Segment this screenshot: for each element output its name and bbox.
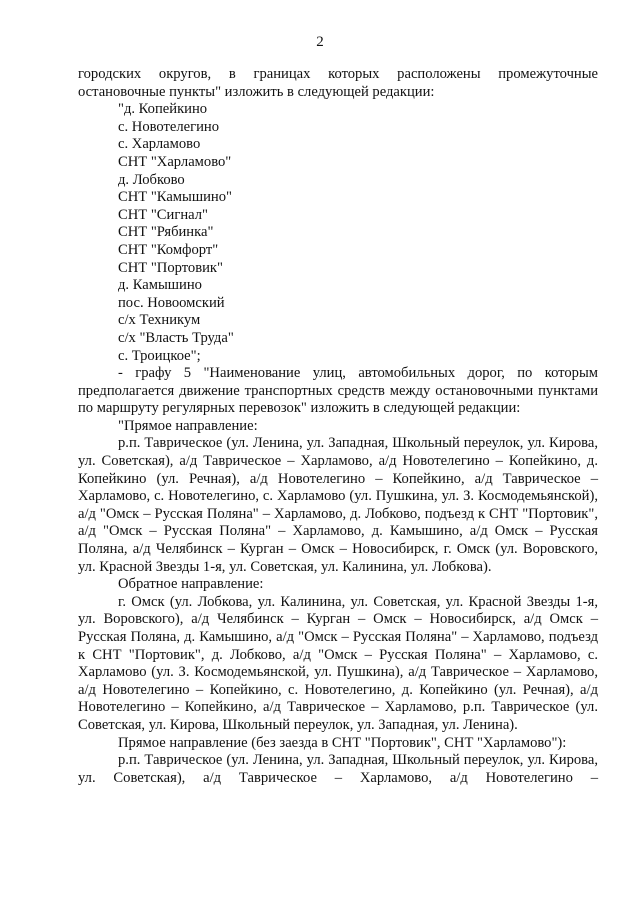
- intro-paragraph: городских округов, в границах которых расположены промежуточные остановочные пункты" изложить в следующей редакции:: [78, 66, 598, 100]
- list-item: с. Троицкое";: [118, 347, 201, 364]
- column5-paragraph: - графу 5 "Наименование улиц, автомобильных дорог, по которым предполагается движение транспортных средств между остановочными пунктами по маршруту регулярных перевозок" изложить в следующей редакции:: [78, 365, 598, 417]
- reverse-heading: Обратное направление:: [118, 576, 264, 593]
- list-item: СНТ "Камышино": [118, 189, 232, 206]
- list-item: СНТ "Сигнал": [118, 206, 208, 223]
- reverse-route-text: г. Омск (ул. Лобкова, ул. Калинина, ул. Советская, ул. Красной Звезды 1-я, ул. Воровского), а/д Челябинск – Курган – Омск – Новосибирск, а/д Омск – Русская Поляна, д. Камышино, а/д "Омск – Русская Поляна" – Харламово, подъезд к СНТ "Портовик", д. Лобково, а/д "Омск – Русская Поляна" – Харламово, с. Харламово (ул. З. Космодемьянской, ул. Пушкина), а/д Таврическое – Харламово, а/д Новотелегино – Копейкино, с. Новотелегино, д. Копейкино (ул. Речная), а/д Новотелегино – Копейкино, а/д Таврическое – Харламово, р.п. Таврическое (ул. Советская, ул. Кирова, Школьный переулок, ул. Западная, ул. Ленина).: [78, 593, 598, 733]
- stops-list: [78, 101, 598, 365]
- list-item: д. Лобково: [118, 171, 185, 188]
- list-item: СНТ "Харламово": [118, 153, 232, 170]
- list-item: с/х Техникум: [118, 312, 201, 329]
- list-item: пос. Новоомский: [118, 294, 225, 311]
- document-body: [78, 66, 598, 787]
- list-item: СНТ "Портовик": [118, 259, 223, 276]
- list-item: д. Камышино: [118, 277, 202, 294]
- forward-noentry-text: р.п. Таврическое (ул. Ленина, ул. Западная, Школьный переулок, ул. Кирова, ул. Советская), а/д Таврическое – Харламово, а/д Новотелегино –: [78, 752, 598, 786]
- list-item: с/х "Власть Труда": [118, 329, 234, 346]
- forward-heading: "Прямое направление:: [118, 417, 258, 434]
- forward-noentry-heading: Прямое направление (без заезда в СНТ "Портовик", СНТ "Харламово"):: [118, 734, 567, 751]
- list-item: с. Новотелегино: [118, 118, 220, 135]
- list-item: СНТ "Комфорт": [118, 241, 219, 258]
- list-item: "д. Копейкино: [118, 101, 208, 118]
- list-item: СНТ "Рябинка": [118, 224, 214, 241]
- list-item: с. Харламово: [118, 136, 201, 153]
- page-number: 2: [316, 34, 324, 50]
- forward-route-text: р.п. Таврическое (ул. Ленина, ул. Западная, Школьный переулок, ул. Кирова, ул. Советская), а/д Таврическое – Харламово, а/д Новотелегино – Копейкино, д. Копейкино (ул. Речная), а/д Новотелегино – Копейкино, а/д Таврическое – Харламово, с. Новотелегино, с. Харламово (ул. Пушкина, ул. З. Космодемьянской), а/д "Омск – Русская Поляна" – Харламово, д. Лобково, подъезд к СНТ "Портовик", а/д "Омск – Русская Поляна" – Харламово, д. Камышино, а/д Омск – Русская Поляна, а/д Челябинск – Курган – Омск – Новосибирск, г. Омск (ул. Воровского, ул. Красной Звезды 1-я, ул. Советская, ул. Калинина, ул. Лобкова).: [78, 435, 598, 575]
